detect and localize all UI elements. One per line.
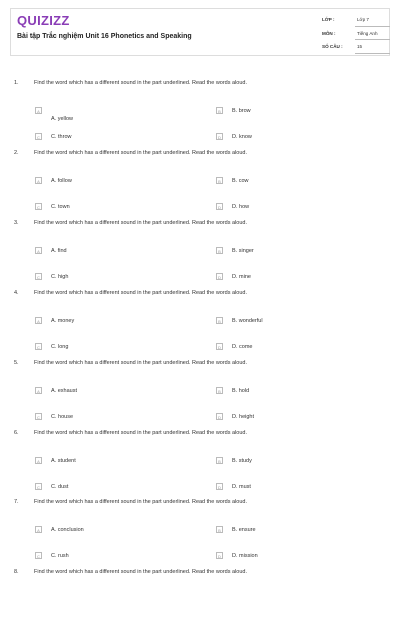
option-text: B. wonderful — [232, 317, 263, 324]
option-letter-box[interactable]: B — [216, 317, 223, 324]
document-header — [10, 8, 390, 56]
question-text: Find the word which has a different sound in the part underlined. Read the words aloud. — [34, 149, 248, 156]
option-letter-box[interactable]: A — [35, 247, 42, 254]
option-text: D. know — [232, 134, 252, 140]
meta-underline — [355, 39, 390, 40]
option-text: C. long — [51, 343, 69, 350]
option-letter-box[interactable]: D — [216, 552, 223, 559]
meta-value: Tiếng Anh — [357, 30, 378, 36]
option-letter-box[interactable]: B — [216, 177, 223, 184]
question-number: 7. — [14, 499, 19, 506]
option-letter-box[interactable]: C — [35, 133, 42, 140]
question-text: Find the word which has a different sound in the part underlined. Read the words aloud. — [34, 80, 248, 86]
option-text: C. town — [51, 203, 70, 210]
option-text: C. high — [51, 273, 69, 280]
question-3 — [0, 220, 400, 290]
meta-underline — [355, 26, 390, 27]
option-letter-box[interactable]: D — [216, 273, 223, 280]
option-text: A. find — [51, 247, 67, 254]
option-letter-box[interactable]: B — [216, 107, 223, 114]
question-number: 4. — [14, 289, 19, 296]
question-text: Find the word which has a different sound in the part underlined. Read the words aloud. — [34, 219, 248, 226]
question-text: Find the word which has a different sound in the part underlined. Read the words aloud. — [34, 429, 248, 436]
option-letter-box[interactable]: A — [35, 107, 42, 114]
option-text: D. how — [232, 203, 250, 210]
question-4 — [0, 290, 400, 360]
option-text: C. throw — [51, 134, 72, 140]
question-8 — [0, 569, 400, 639]
question-number: 3. — [14, 219, 19, 226]
option-text: B. ensure — [232, 527, 256, 534]
option-text: A. follow — [51, 177, 72, 184]
question-text: Find the word which has a different sound in the part underlined. Read the words aloud. — [34, 289, 248, 296]
meta-info — [322, 15, 390, 56]
question-number: 2. — [14, 149, 19, 156]
meta-row-count — [322, 42, 390, 56]
option-text: A. conclusion — [51, 527, 84, 534]
option-letter-box[interactable]: D — [216, 343, 223, 350]
question-number: 8. — [14, 569, 19, 576]
question-5 — [0, 360, 400, 430]
question-2 — [0, 150, 400, 220]
option-letter-box[interactable]: C — [35, 552, 42, 559]
option-text: D. must — [232, 483, 251, 490]
option-letter-box[interactable]: B — [216, 387, 223, 394]
option-text: D. mission — [232, 553, 258, 560]
question-number: 6. — [14, 429, 19, 436]
option-letter-box[interactable]: B — [216, 526, 223, 533]
option-text: C. rush — [51, 553, 69, 560]
option-text: C. house — [51, 413, 74, 420]
option-letter-box[interactable]: B — [216, 247, 223, 254]
question-number: 5. — [14, 359, 19, 366]
meta-key: LỚP : — [322, 17, 335, 22]
option-letter-box[interactable]: D — [216, 413, 223, 420]
option-letter-box[interactable]: D — [216, 203, 223, 210]
option-letter-box[interactable]: A — [35, 526, 42, 533]
option-text: D. come — [232, 343, 253, 350]
option-text: D. height — [232, 413, 255, 420]
option-letter-box[interactable]: C — [35, 483, 42, 490]
option-letter-box[interactable]: A — [35, 317, 42, 324]
option-letter-box[interactable]: D — [216, 483, 223, 490]
option-text: A. yellow — [51, 116, 74, 122]
option-text: B. singer — [232, 247, 254, 254]
option-text: A. student — [51, 457, 76, 464]
option-text: A. exhaust — [51, 387, 77, 394]
option-letter-box[interactable]: C — [35, 203, 42, 210]
option-text: B. brow — [232, 108, 251, 114]
question-text: Find the word which has a different sound in the part underlined. Read the words aloud. — [34, 359, 248, 366]
meta-key: MÔN : — [322, 30, 336, 36]
option-letter-box[interactable]: D — [216, 133, 223, 140]
meta-value: Lớp 7 — [357, 17, 369, 22]
meta-row-subject — [322, 29, 390, 43]
question-text: Find the word which has a different sound in the part underlined. Read the words aloud. — [34, 499, 248, 506]
option-letter-box[interactable]: C — [35, 273, 42, 280]
meta-key: SỐ CÂU : — [322, 44, 343, 49]
meta-underline — [355, 53, 390, 54]
option-letter-box[interactable]: B — [216, 457, 223, 464]
option-letter-box[interactable]: C — [35, 413, 42, 420]
option-text: B. study — [232, 457, 252, 464]
option-letter-box[interactable]: C — [35, 343, 42, 350]
quizizz-logo: QUIZIZZ — [17, 13, 70, 28]
document-title: Bài tập Trắc nghiệm Unit 16 Phonetics and Speaking — [17, 33, 192, 40]
meta-row-class — [322, 15, 390, 29]
question-7 — [0, 499, 400, 569]
question-text: Find the word which has a different sound in the part underlined. Read the words aloud. — [34, 569, 248, 576]
option-text: B. cow — [232, 177, 249, 184]
option-letter-box[interactable]: A — [35, 387, 42, 394]
option-text: C. dust — [51, 483, 69, 490]
option-letter-box[interactable]: A — [35, 177, 42, 184]
question-1 — [0, 80, 400, 150]
option-text: A. money — [51, 317, 75, 324]
option-letter-box[interactable]: A — [35, 457, 42, 464]
option-text: D. mine — [232, 273, 251, 280]
question-number: 1. — [14, 80, 19, 86]
meta-value: 15 — [357, 44, 363, 49]
option-text: B. hold — [232, 387, 250, 394]
question-6 — [0, 430, 400, 500]
